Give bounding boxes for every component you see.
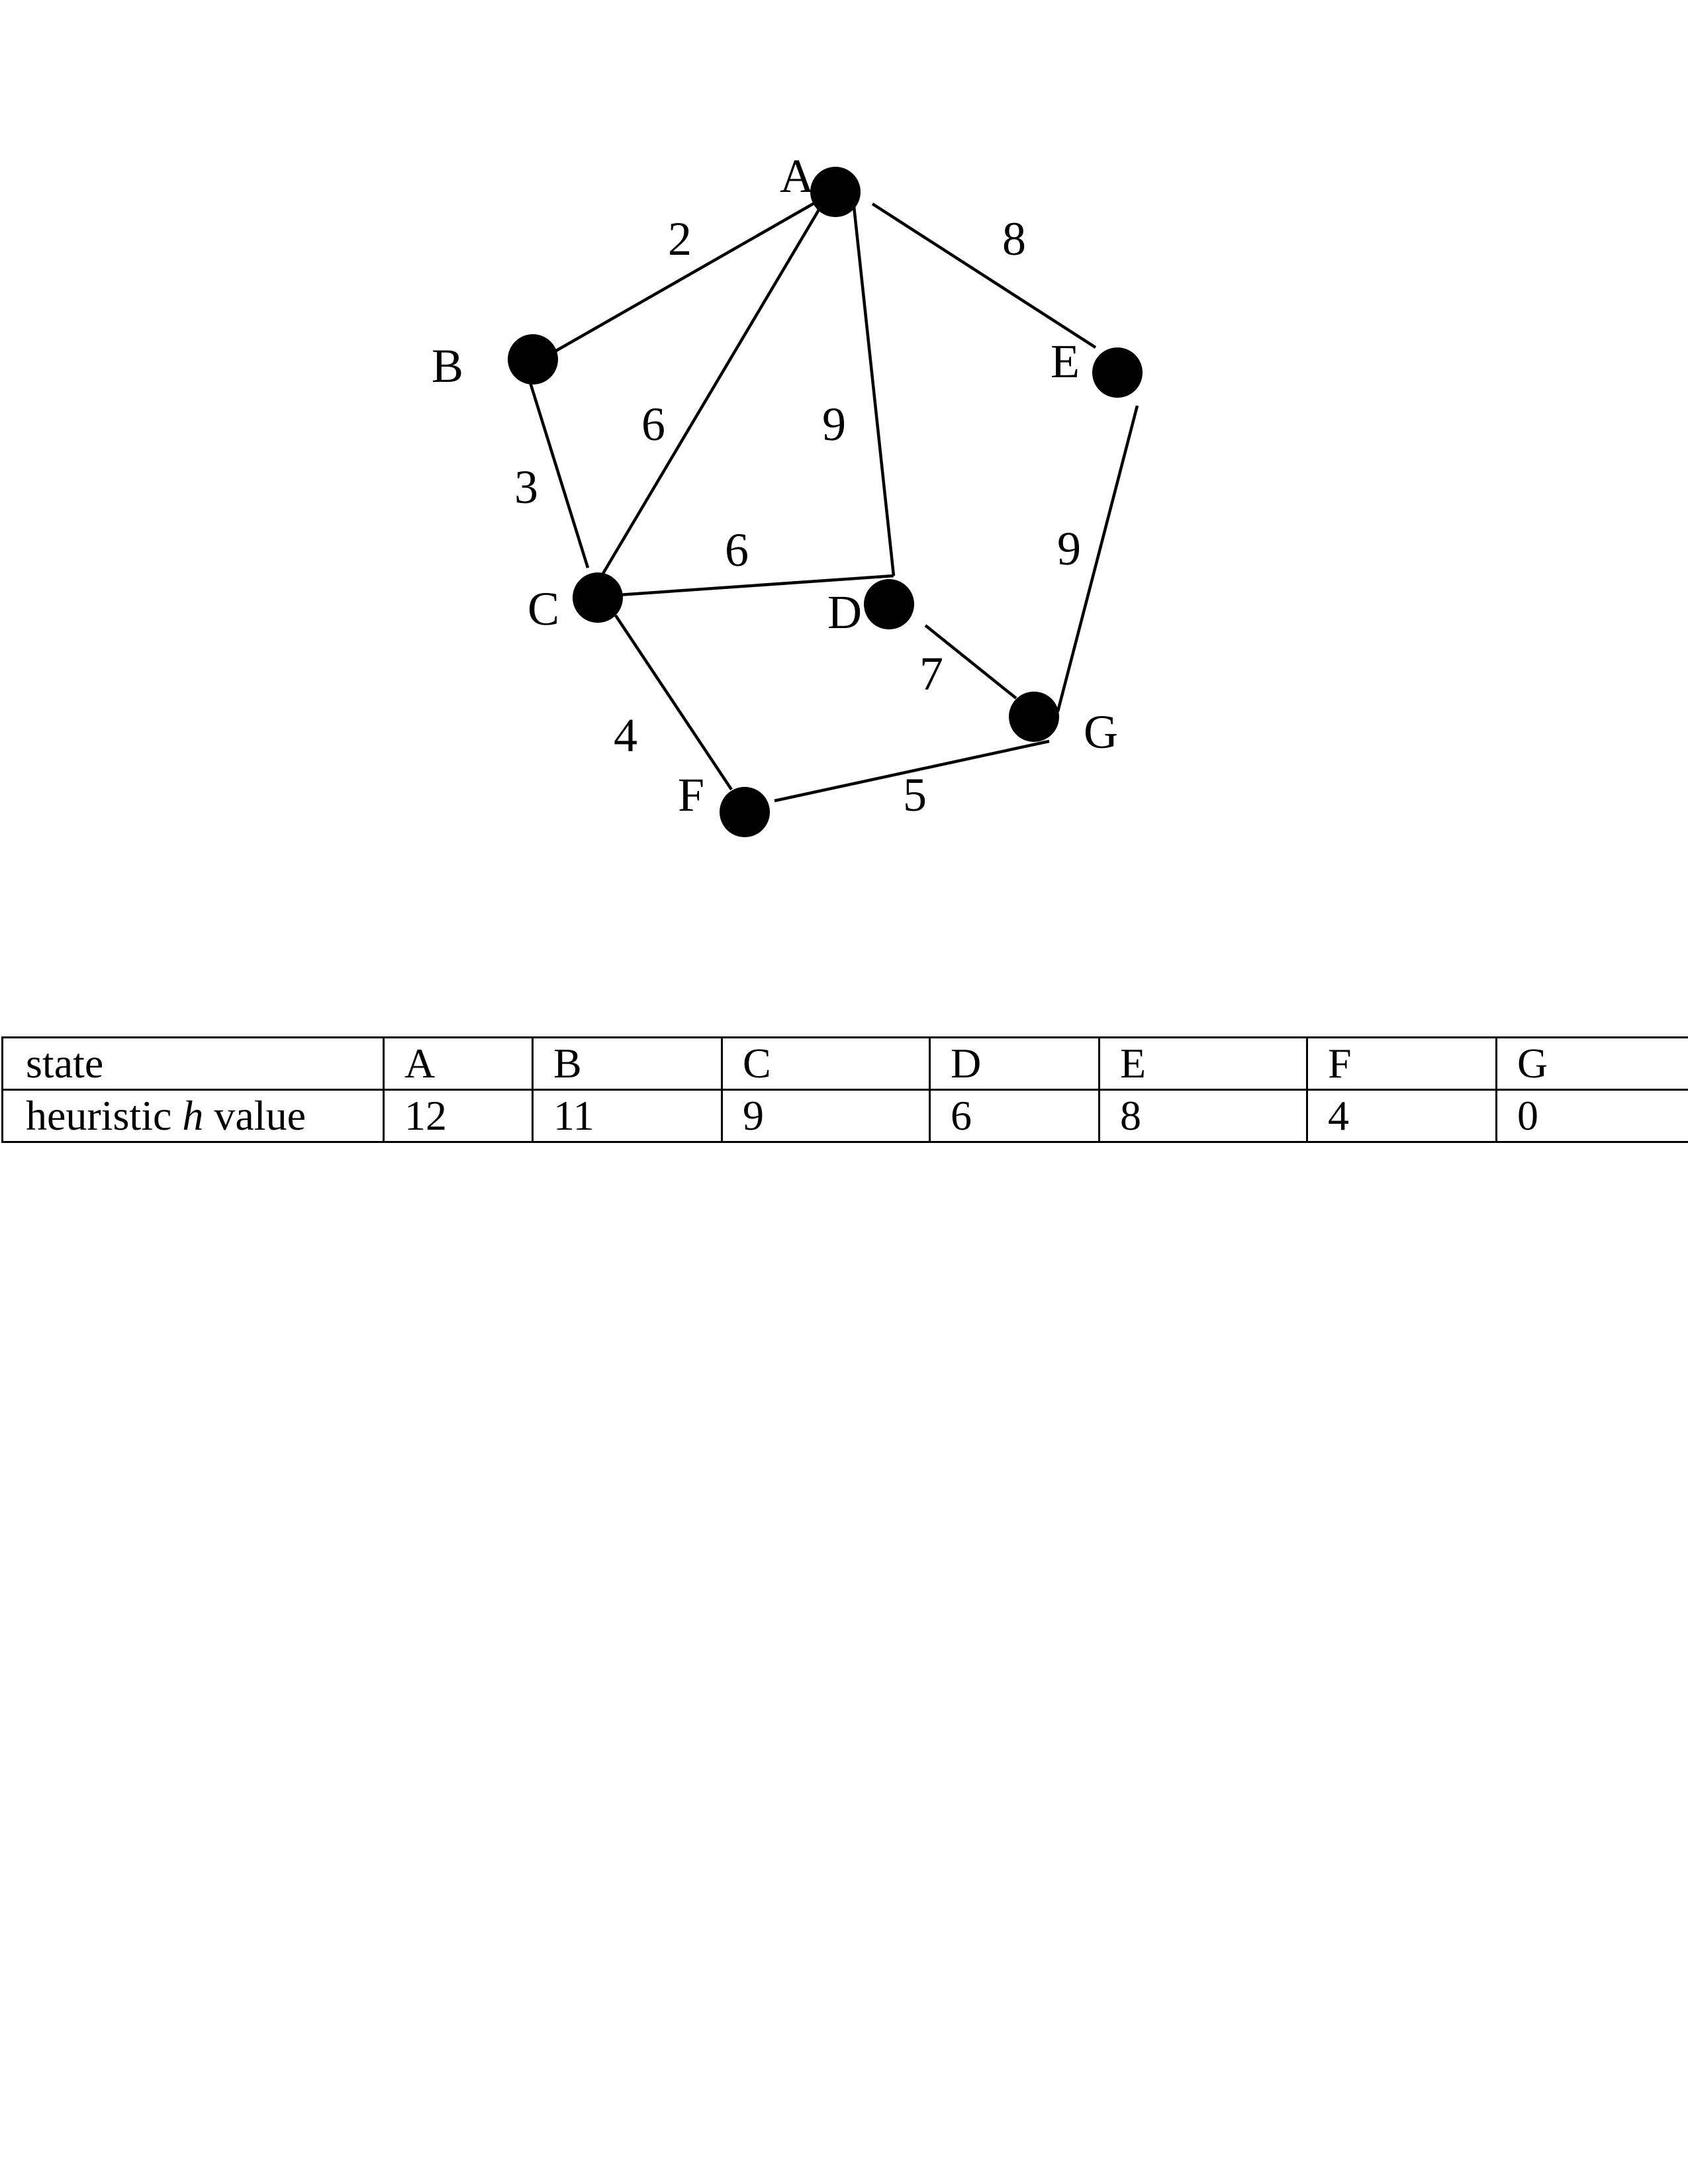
node-e [1092, 347, 1143, 398]
edge-b-c [530, 381, 588, 568]
edge-weight-f-g: 5 [903, 768, 927, 821]
node-label-c: C [528, 582, 560, 635]
node-b [508, 334, 558, 385]
graph-edge-weights [514, 212, 1081, 821]
edge-weight-d-g: 7 [919, 647, 943, 700]
heuristic-cell: 0 [1497, 1090, 1688, 1142]
node-label-f: F [678, 768, 705, 821]
node-f [720, 787, 770, 837]
heuristic-cell: 11 [533, 1090, 722, 1142]
state-cell: G [1497, 1038, 1688, 1090]
edge-a-e [872, 204, 1096, 347]
row-header-heuristic [3, 1090, 384, 1142]
node-label-d: D [827, 586, 862, 639]
row-header-heuristic-suffix: value [203, 1092, 306, 1139]
node-label-a: A [780, 150, 814, 203]
state-cell: D [930, 1038, 1100, 1090]
node-c [573, 572, 623, 623]
edge-weight-a-b: 2 [668, 212, 692, 265]
edge-weight-c-f: 4 [614, 709, 637, 762]
row-header-heuristic-prefix: heuristic [26, 1092, 183, 1139]
edge-weight-a-c: 6 [641, 398, 665, 451]
edge-a-d [854, 206, 894, 576]
graph-nodes [508, 167, 1143, 837]
node-label-g: G [1084, 705, 1118, 758]
table-row-heuristic [3, 1090, 1688, 1142]
state-cell: C [722, 1038, 930, 1090]
table-row-state [3, 1038, 1688, 1090]
state-cell: A [384, 1038, 533, 1090]
edge-weight-a-e: 8 [1002, 212, 1026, 265]
edge-weight-a-d: 9 [822, 398, 846, 451]
node-label-e: E [1051, 335, 1080, 388]
weighted-graph-diagram [0, 0, 1688, 860]
edge-weight-b-c: 3 [514, 461, 538, 514]
heuristic-cell: 4 [1307, 1090, 1497, 1142]
row-header-state: state [3, 1038, 384, 1090]
heuristic-cell: 8 [1100, 1090, 1307, 1142]
state-cell: F [1307, 1038, 1497, 1090]
heuristic-cell: 6 [930, 1090, 1100, 1142]
state-cell: E [1100, 1038, 1307, 1090]
node-d [864, 579, 914, 629]
heuristic-cell: 12 [384, 1090, 533, 1142]
heuristic-cell: 9 [722, 1090, 930, 1142]
edge-weight-e-g: 9 [1057, 522, 1081, 575]
node-a [810, 167, 861, 217]
state-cell: B [533, 1038, 722, 1090]
node-g [1009, 692, 1059, 742]
row-header-heuristic-h: h [182, 1092, 204, 1139]
edge-weight-c-d: 6 [725, 523, 749, 576]
edge-c-f [616, 615, 731, 790]
node-label-b: B [432, 340, 464, 392]
heuristic-table [1, 1036, 1688, 1143]
